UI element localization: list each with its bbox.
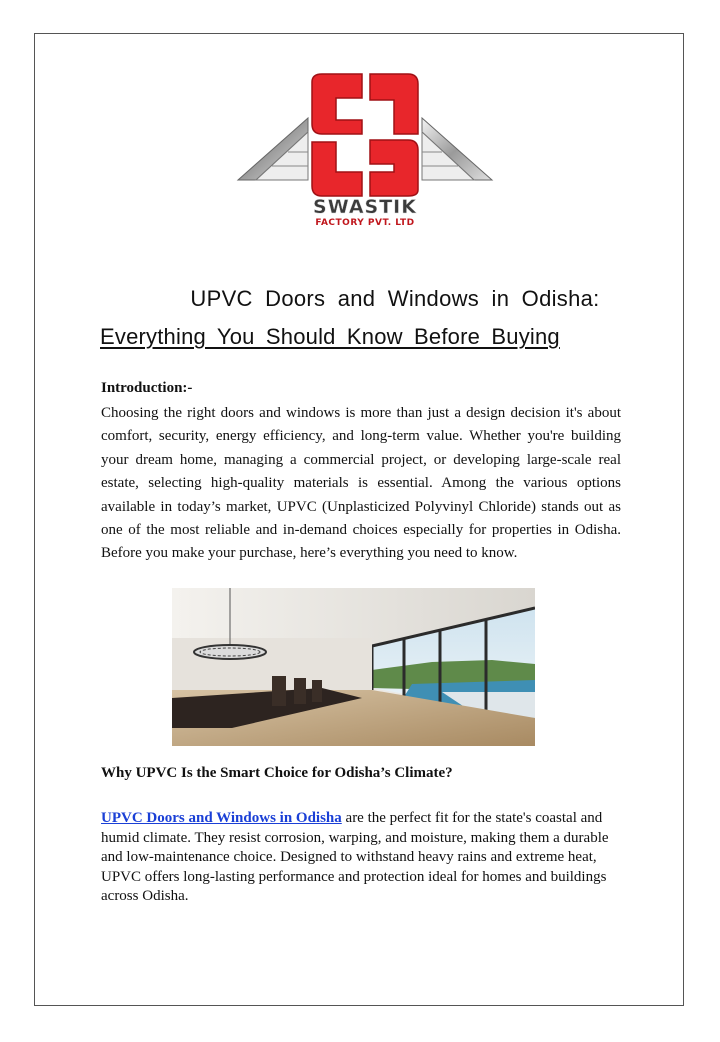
intro-paragraph: Choosing the right doors and windows is more than just a design decision it's about comfort, security, energy efficiency, and long-term value. Whether you're building your dream home, managing a commercial project, or developing large-scale real estate, selecting high-quality materials is essential. Among the various options available in today’s market, UPVC (Unplasticized Polyvinyl Chloride) stands out as one of the most reliable and in-demand choices especially for properties in Odisha. Before you make your purchase, here’s everything you need to know. bbox=[101, 405, 621, 562]
page-title-line2: Everything You Should Know Before Buying bbox=[100, 324, 560, 349]
section-heading: Why UPVC Is the Smart Choice for Odisha’s Climate? bbox=[101, 765, 453, 781]
upvc-odisha-link[interactable]: UPVC Doors and Windows in Odisha bbox=[101, 810, 342, 826]
logo-brand-text: SWASTIK bbox=[313, 196, 417, 218]
page-title-line1: UPVC Doors and Windows in Odisha: bbox=[190, 286, 600, 311]
logo-sub-text: FACTORY PVT. LTD bbox=[315, 218, 415, 228]
intro-heading: Introduction:- bbox=[101, 380, 193, 396]
interior-photo bbox=[172, 588, 535, 746]
section-paragraph bbox=[101, 809, 621, 907]
company-logo bbox=[236, 68, 494, 228]
section-paragraph-text: are the perfect fit for the state's coastal and humid climate. They resist corrosion, warping, and moisture, making them a durable and low-maintenance choice. Designed to withstand heavy rains and extreme heat, UPVC offers long-lasting performance and protection ideal for homes and buildings across Odisha. bbox=[101, 810, 609, 904]
